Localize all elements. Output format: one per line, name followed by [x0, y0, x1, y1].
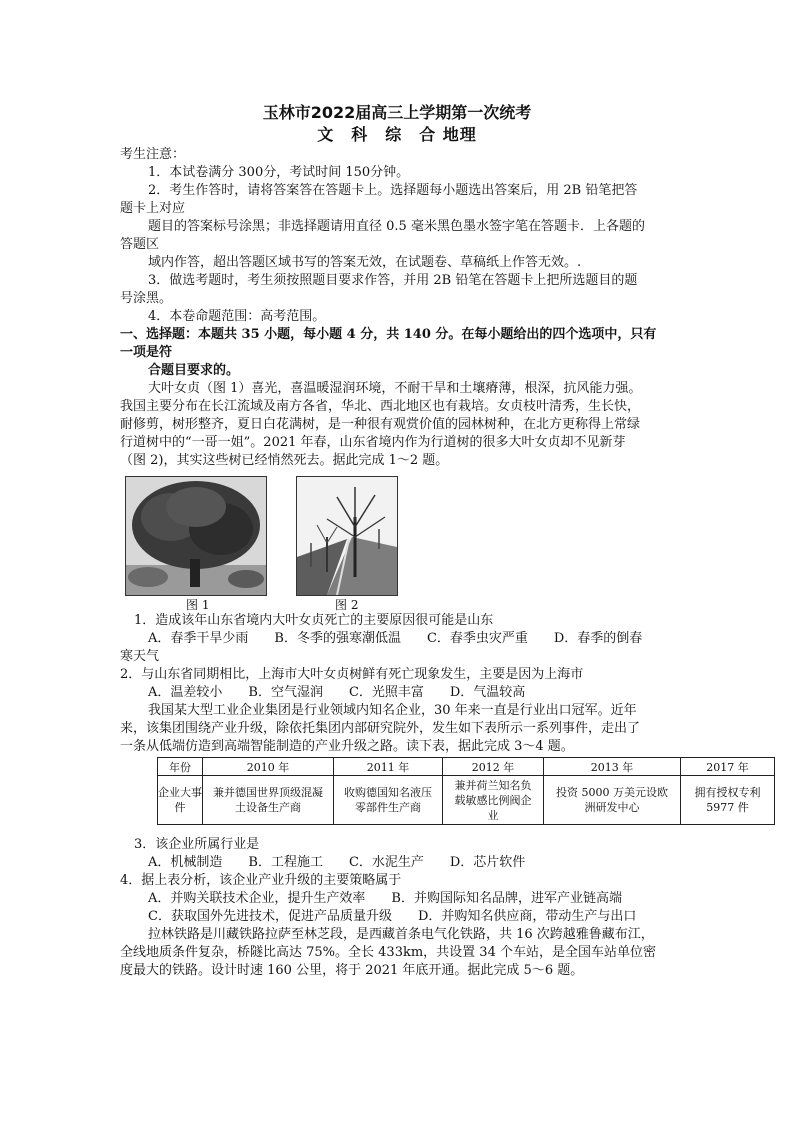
question-4-options: A．并购关联技术企业，提升生产效率 B．并购国际知名品牌，进军产业链高端: [148, 891, 622, 906]
table-cell: 收购德国知名液压零部件生产商: [334, 776, 443, 825]
question-1-options-cont: 寒天气: [120, 649, 160, 664]
question-2: 2．与山东省同期相比，上海市大叶女贞树鲜有死亡现象发生，主要是因为上海市: [120, 667, 584, 682]
question-4: 4．据上表分析，该企业产业升级的主要策略属于: [120, 873, 402, 888]
notice-line: 题卡上对应: [120, 201, 186, 216]
question-1-options: A．春季干旱少雨 B．冬季的强寒潮低温 C．春季虫灾严重 D．春季的倒春: [148, 631, 643, 646]
question-2-options: A．温差较小 B．空气湿润 C．光照丰富 D．气温较高: [148, 685, 526, 700]
table-header: 2017 年: [681, 758, 775, 776]
tree-photo-figure-1: [125, 476, 267, 596]
table-cell: 拥有授权专利 5977 件: [681, 776, 775, 825]
passage-line: 大叶女贞（图 1）喜光，喜温暖湿润环境，不耐干旱和土壤瘠薄，根深，抗风能力强。: [148, 381, 642, 396]
table-cell: 兼并荷兰知名负载敏感比例阀企业: [443, 776, 544, 825]
enterprise-events-table: [157, 757, 775, 825]
question-3: 3．该企业所属行业是: [134, 837, 260, 852]
exam-title: 玉林市2022届高三上学期第一次统考: [262, 103, 532, 122]
table-cell: 兼并德国世界顶级混凝土设备生产商: [203, 776, 334, 825]
question-3-options: A．机械制造 B．工程施工 C．水泥生产 D．芯片软件: [148, 855, 526, 870]
table-header: 2012 年: [443, 758, 544, 776]
table-cell: 投资 5000 万美元设欧洲研发中心: [544, 776, 681, 825]
exam-subtitle: 文 科 综 合 地理: [317, 125, 477, 144]
bare-trees-photo-figure-2: [296, 476, 398, 596]
figure-1-caption: 图 1: [186, 598, 210, 612]
passage-line: 我国某大型工业企业集团是行业领域内知名企业，30 年来一直是行业出口冠军。近年: [148, 703, 637, 718]
notice-line: 4．本卷命题范围：高考范围。: [148, 309, 326, 324]
passage-line: 行道树中的“一哥一姐”。2021 年春，山东省境内作为行道树的很多大叶女贞却不见新芽: [120, 435, 626, 450]
passage-line: 度最大的铁路。设计时速 160 公里，将于 2021 年底开通。据此完成 5～6 题。: [120, 963, 584, 978]
notice-line: 1．本试卷满分 300分，考试时间 150分钟。: [148, 165, 410, 180]
passage-line: 全线地质条件复杂，桥隧比高达 75%。全长 433km，共设置 34 个车站，是全国车站单位密: [120, 945, 656, 960]
passage-line: （图 2)，其实这些树已经悄然死去。据此完成 1～2 题。: [120, 453, 449, 468]
notice-line: 2．考生作答时，请将答案答在答题卡上。选择题每小题选出答案后，用 2B 铅笔把答: [148, 183, 638, 198]
notice-line: 题目的答案标号涂黑；非选择题请用直径 0.5 毫米黑色墨水签字笔在答题卡．上各题的: [148, 219, 645, 234]
notice-line: 域内作答，超出答题区域书写的答案无效，在试题卷、草稿纸上作答无效。.: [148, 255, 582, 270]
notice-line: 答题区: [120, 237, 160, 252]
table-header: 2010 年: [203, 758, 334, 776]
passage-line: 耐修剪，树形整齐，夏日白花满树，是一种很有观赏价值的园林树种，在北方更称得上常绿: [120, 417, 641, 432]
section-heading: 合题目要求的。: [148, 363, 240, 378]
figure-2-caption: 图 2: [335, 598, 359, 612]
table-row-label: 企业大事件: [158, 776, 203, 825]
notice-line: 号涂黑。: [120, 291, 173, 306]
passage-line: 来，该集团围绕产业升级，除依托集团内部研究院外，发生如下表所示一系列事件，走出了: [120, 721, 641, 736]
notice-heading: 考生注意：: [120, 147, 186, 162]
section-heading: 一项是符: [120, 345, 173, 360]
table-header: 2011 年: [334, 758, 443, 776]
passage-line: 一条从低端仿造到高端智能制造的产业升级之路。读下表，据此完成 3～4 题。: [120, 739, 574, 754]
section-heading: 一、选择题：本题共 35 小题，每小题 4 分，共 140 分。在每小题给出的四个选项中，只有: [120, 327, 657, 342]
table-header-row: [158, 758, 775, 776]
passage-line: 我国主要分布在长江流域及南方各省，华北、西北地区也有栽培。女贞枝叶清秀，生长快，: [120, 399, 641, 414]
table-header: 2013 年: [544, 758, 681, 776]
table-row: [158, 776, 775, 825]
question-1: 1．造成该年山东省境内大叶女贞死亡的主要原因很可能是山东: [134, 613, 494, 628]
notice-line: 3．做选考题时，考生须按照题目要求作答，并用 2B 铅笔在答题卡上把所选题目的题: [148, 273, 638, 288]
table-header: 年份: [158, 758, 203, 776]
passage-line: 拉林铁路是川藏铁路拉萨至林芝段，是西藏首条电气化铁路，共 16 次跨越雅鲁藏布江，: [148, 927, 654, 942]
question-4-options: C．获取国外先进技术，促进产品质量升级 D．并购知名供应商，带动生产与出口: [148, 909, 637, 924]
